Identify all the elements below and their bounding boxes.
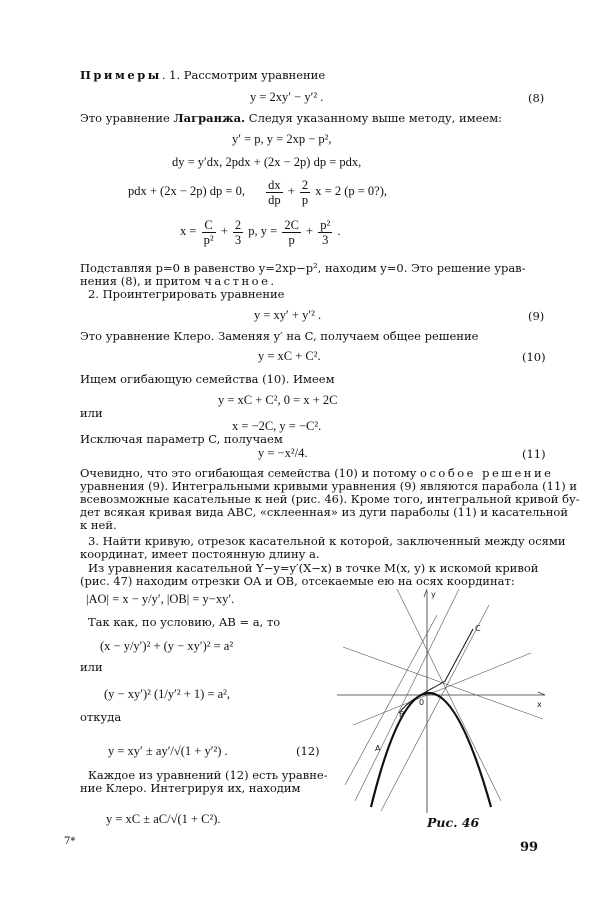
text-line-l19: Так как, по условию, AB = a, то — [88, 615, 281, 629]
math-line-m4 — [180, 216, 340, 247]
text-line-l2c: Следуя указанному выше методу, имеем: — [248, 111, 503, 125]
text-line-l21: откуда — [80, 710, 122, 724]
fraction-2-3-den: 3 — [234, 232, 242, 247]
fraction-2-p-num: 2 — [301, 177, 309, 192]
figure-caption: Рис. 46 — [427, 815, 480, 830]
equation-10-number: (10) — [522, 350, 546, 364]
fraction-2-p-den: p — [301, 192, 309, 207]
text-line-l2 — [80, 111, 502, 125]
text-line-l18: (рис. 47) находим отрезки OA и OB, отсекаемые ею на осях координат: — [80, 574, 515, 588]
text-line-l9: Исключая параметр C, получаем — [80, 432, 283, 446]
fraction-2c-p-num: 2C — [284, 217, 299, 232]
fraction-2-3-num: 2 — [234, 217, 242, 232]
fraction-2-3 — [233, 218, 243, 247]
text-line-l3: Подставляя p=0 в равенство y=2xp−p², находим y=0. Это решение урав- — [80, 261, 526, 275]
text-line-l4 — [80, 274, 277, 288]
math-line-m3a: pdx + (2x − 2p) dp = 0, — [128, 184, 245, 198]
page-number: 99 — [520, 840, 539, 855]
fraction-2c-p — [282, 218, 301, 247]
figure-46 — [333, 585, 553, 817]
equation-12-number: (12) — [296, 744, 320, 758]
text-line-l11: уравнения (9). Интегральными кривыми уравнения (9) являются парабола (11) и — [80, 479, 578, 493]
text-line-l15: 3. Найти кривую, отрезок касательной к которой, заключенный между осями — [88, 534, 566, 548]
label-x: x — [537, 700, 542, 709]
math-line-m4a: x = — [180, 224, 197, 238]
text-line-l1 — [80, 68, 325, 82]
equation-10: y = xC + C². — [258, 349, 321, 363]
equation-8-number: (8) — [528, 91, 545, 105]
label-y: y — [431, 590, 436, 599]
text-line-l13: дет всякая кривая вида ABC, «склеенная» из дуги параболы (11) и касательной — [80, 505, 568, 519]
math-line-m1: y′ = p, y = 2xp − p², — [232, 132, 332, 146]
fraction-p2-3 — [318, 218, 332, 247]
math-line-m8: (x − y/y′)² + (y − xy′)² = a² — [100, 639, 234, 653]
tangent-line — [381, 605, 489, 811]
equation-8: y = 2xy′ − y′² . — [250, 90, 324, 104]
math-line-m6: x = −2C, y = −C². — [232, 419, 322, 433]
text-line-l14: к ней. — [80, 518, 117, 532]
label-a: A — [375, 744, 381, 753]
equation-9: y = xy′ + y′² . — [254, 308, 322, 322]
text-line-l10a: Очевидно, что это огибающая семейства (10) и потому — [80, 466, 417, 480]
math-line-m3b: x = 2 (p = 0?), — [315, 184, 388, 198]
fraction-dx-dp-den: dp — [268, 192, 281, 207]
equation-12: y = xy′ ± ay′/√(1 + y′²) . — [108, 744, 228, 758]
math-line-m4c: . — [337, 224, 341, 238]
text-line-l1-body: . 1. Рассмотрим уравнение — [161, 68, 326, 82]
text-line-l5: 2. Проинтегрировать уравнение — [88, 287, 285, 301]
fraction-dx-dp-num: dx — [268, 177, 281, 192]
plus-sign: + — [287, 184, 295, 198]
special-term: особое решение — [420, 466, 554, 480]
text-line-l17: Из уравнения касательной Y−y=y′(X−x) в точке M(x, y) к искомой кривой — [88, 561, 539, 575]
fraction-2-p — [300, 178, 310, 207]
math-line-m7: |AO| = x − y/y′, |OB| = y−xy′. — [86, 592, 235, 606]
partial-term: частное. — [204, 274, 277, 288]
label-b: B — [399, 710, 405, 719]
text-line-l20: или — [80, 660, 103, 674]
fraction-dx-dp — [266, 178, 283, 207]
parabola-curve — [371, 693, 491, 807]
math-line-m9: (y − xy′)² (1/y′² + 1) = a², — [104, 687, 231, 701]
text-line-l7: Ищем огибающую семейства (10). Имеем — [80, 372, 335, 386]
equation-9-number: (9) — [528, 309, 545, 323]
text-line-l16: координат, имеет постоянную длину a. — [80, 547, 320, 561]
x-axis-arrow — [538, 692, 545, 695]
y-axis-arrow — [424, 589, 427, 597]
text-line-l23: ние Клеро. Интегрируя их, находим — [80, 781, 301, 795]
tangent-line — [343, 647, 543, 719]
math-line-m4b: p, y = — [248, 224, 278, 238]
plus-sign: + — [306, 224, 314, 238]
tangent-line — [353, 653, 531, 725]
text-line-l22: Каждое из уравнений (12) есть уравне- — [88, 768, 328, 782]
math-line-m3 — [128, 176, 387, 207]
signature-mark: 7* — [64, 836, 76, 847]
text-line-l12: всевозможные касательные к ней (рис. 46). Кроме того, интегральной кривой бу- — [80, 492, 580, 506]
lagrange-term: Лагранжа. — [173, 111, 246, 125]
text-line-l6: Это уравнение Клеро. Заменяя y′ на C, получаем общее решение — [80, 329, 479, 343]
fraction-c-p2-den: p² — [203, 232, 214, 247]
text-line-l8: или — [80, 406, 103, 420]
label-c: C — [475, 624, 481, 633]
math-line-m5: y = xC + C², 0 = x + 2C — [218, 393, 338, 407]
math-line-m2: dy = y′dx, 2pdx + (2x − 2p) dp = pdx, — [172, 155, 362, 169]
plus-sign: + — [220, 224, 228, 238]
equation-11-number: (11) — [522, 447, 546, 461]
fraction-c-p2-num: C — [202, 218, 216, 233]
fraction-2c-p-den: p — [288, 232, 295, 247]
text-line-l10 — [80, 466, 553, 480]
fraction-p2-3-num: p² — [320, 217, 331, 232]
math-line-m10: y = xC ± aC/√(1 + C²). — [106, 812, 221, 826]
text-line-l4a: нения (8), и притом — [80, 274, 201, 288]
label-o: 0 — [419, 698, 425, 707]
text-line-l2a: Это уравнение — [80, 111, 170, 125]
fraction-p2-3-den: 3 — [322, 232, 329, 247]
fraction-c-p2 — [202, 218, 216, 247]
equation-11: y = −x²/4. — [258, 446, 308, 460]
examples-heading: Примеры — [80, 68, 162, 82]
